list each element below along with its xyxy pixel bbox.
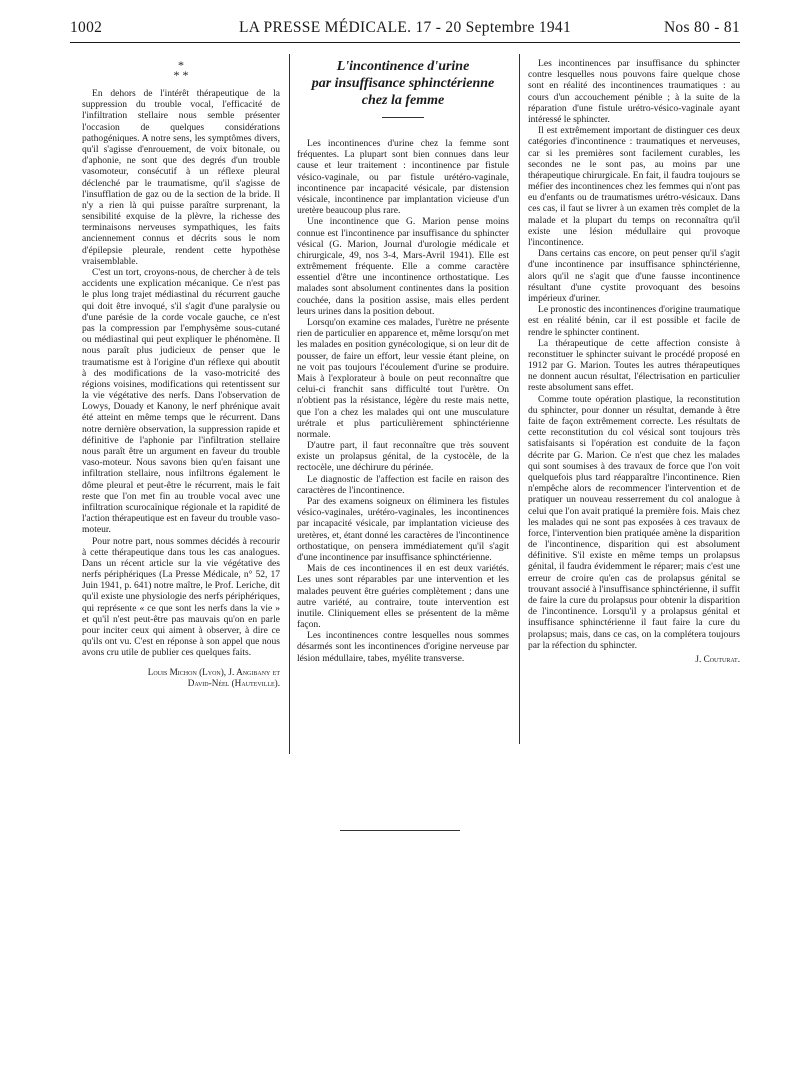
page-header (70, 16, 740, 43)
paragraph: Les incontinences contre lesquelles nous sommes désarmés sont les incontinences d'origine nerveuse par lésion médullaire, tabes, myélite transverse. (297, 630, 509, 664)
end-of-article-rule (340, 830, 460, 831)
paragraph: Pour notre part, nous sommes décidés à recourir à cette thérapeutique dans tous les cas analogues. Dans un récent article sur la vie végétative des nerfs périphériques (La Presse Médicale, n° 52, 17 Juin 1941, p. 641) notre maître, le Prof. Leriche, dit qu'il existe une physiologie des nerfs périphériques, qui représente « ce que sont les nerfs dans la vie » et qu'il n'est peut-être pas mauvais qu'on en parle pour inciter ceux qui aiment à observer, à dire ce qu'ils ont vu. C'est en réponse à son appel que nous avons cru utile de publier ces quelques faits. (82, 535, 280, 659)
title-line: chez la femme (361, 93, 445, 108)
paragraph: C'est un tort, croyons-nous, de chercher à de tels accidents une explication mécanique. Ce n'est pas le plus long trajet médiastinal du récurrent gauche qui doit être invoqué, s'il s'agit d'une paralysie ou d'une parésie de la corde vocale gauche, ce n'est pas la compression par l'emphysème sous-cutané ou médiastinal qui peut expliquer le phénomène. Il nous paraît plus judicieux de penser que le traumatisme est à l'origine d'un réflexe qui aboutit à des modifications de la vaso-motricité des régions voisines, modifications qui retentissent sur la vie végétative des nerfs. Dans l'observation de Lowys, Douady et Kanony, le nerf phrénique avait été atteint en même temps que le récurrent. Dans notre dernière observation, la suppression rapide et définitive de l'aphonie par l'infiltration stellaire nous paraît être un argument en faveur du trouble vaso-moteur. Nous savons bien qu'en faisant une infiltration stellaire, nous infiltrons également le dôme pleural et peut-être le récurrent, mais le fait reste que l'on met fin au trouble vocal avec une infiltration scurocaïnique régionale et la rapidité de l'action thérapeutique est en faveur du trouble vaso-moteur. (82, 267, 280, 536)
authors-signature (82, 667, 280, 689)
paragraph: Comme toute opération plastique, la reconstitution du sphincter, pour donner un résultat, demande à être faite de façon extrêmement correcte. Les résultats de cette reconstitution du col vésical sont toujours très satisfaisants si l'opération est conduite de la façon décrite par G. Marion. Ce n'est que chez les malades qui sont soumises à des travaux de force que l'on voit quelquefois plus tard réapparaître l'incontinence. Rien n'empêche alors de recommencer l'intervention et de pratiquer un nouveau resserrement du col analogue à celui que l'on avait pratiqué la première fois. Mais chez les malades qui ne sont pas exposées à ces travaux de force, l'intervention bien pratiquée amène la disparition de l'incontinence, disparition qui est absolument définitive. S'il existe en même temps un prolapsus génital, il faudra évidemment le réparer; mais c'est une erreur de croire qu'en cas de prolapsus génital se trouvant associé à l'insuffisance sphinctérienne, il suffit de faire la cure du prolapsus pour obtenir la disparition de l'incontinence. Lorsqu'il y a prolapsus génital et insuffisance sphinctérienne il faut faire la cure du prolapsus; mais, dans ce cas, on la complétera toujours par la réfection du sphincter. (528, 393, 740, 651)
title-line: L'incontinence d'urine (336, 59, 470, 74)
section-stars (82, 60, 280, 80)
issue-date: 17 - 20 Septembre 1941 (415, 19, 572, 36)
paragraph: Dans certains cas encore, on peut penser qu'il s'agit d'une incontinence par insuffisance sphinctérienne, alors qu'il ne s'agit que d'une fausse incontinence résultant d'une cystite provoquant des besoins impérieux d'uriner. (528, 248, 740, 304)
signature-line: David-Néel (Hauteville). (187, 677, 280, 688)
paragraph: Le diagnostic de l'affection est facile en raison des caractères de l'incontinence. (297, 473, 509, 496)
middle-column (297, 58, 509, 664)
right-column (528, 58, 740, 665)
column-divider-left (289, 54, 290, 754)
signature-line: Louis Michon (Lyon), J. Angibany et (147, 666, 280, 677)
journal-name: LA PRESSE MÉDICALE. (238, 19, 412, 36)
article-title (297, 58, 509, 109)
paragraph: Mais de ces incontinences il en est deux variétés. Les unes sont réparables par une intervention et les malades peuvent être guéries complètement ; dans une autre variété, au contraire, toute intervention est inutile. Cliniquement elles se présentent de la même façon. (297, 563, 509, 631)
page-number: 1002 (70, 19, 103, 36)
author-signature: J. Couturat. (695, 653, 740, 664)
paragraph: Le pronostic des incontinences d'origine traumatique est en réalité bénin, car il est possible et facile de rendre le sphincter continent. (528, 304, 740, 338)
issue-number: Nos 80 - 81 (663, 19, 740, 36)
paragraph: La thérapeutique de cette affection consiste à reconstituer le sphincter suivant le procédé proposé en 1912 par G. Marion. Toutes les autres thérapeutiques ne donnent aucun résultat, l'électrisation en particulier reste absolument sans effet. (528, 337, 740, 394)
star-bottom: * * (173, 68, 189, 82)
journal-title (70, 19, 740, 37)
paragraph: Une incontinence que G. Marion pense moins connue est l'incontinence par insuffisance du sphincter vésical (G. Marion, Journal d'urologie médicale et chirurgicale, 49, nos 3-4, Mars-Avril 1941). Elle est extrêmement fréquente. Elle a comme caractère essentiel d'être une incontinence orthostatique. Les malades sont absolument continentes dans la position couchée, dans la position assise, mais elles perdent leurs urines dans la position debout. (297, 216, 509, 317)
paragraph: En dehors de l'intérêt thérapeutique de la suppression du trouble vocal, l'efficacité de l'infiltration stellaire nous semble présenter l'occasion de quelques considérations pathogéniques. A notre sens, les symptômes divers, qu'il s'agisse d'enrouement, de voix bitonale, ou d'aphonie, ne sont que des degrés d'un trouble vasomoteur, consécutif à un réflexe pleural déclenché par le traumatisme, qu'il s'agisse de l'insufflation de gaz ou de la section de la bride. Il n'y a rien là qui puisse paraître surprenant, la sensibilité exquise de la plèvre, la richesse des terminaisons nerveuses sympathiques, les faits anciennement connus et décrits sous le nom d'épilepsie pleurale, rendent cette hypothèse vraisemblable. (82, 88, 280, 267)
paragraph: D'autre part, il faut reconnaître que très souvent existe un prolapsus génital, de la cystocèle, de la rectocèle, une déchirure du périnée. (297, 440, 509, 474)
title-line: par insuffisance sphinctérienne (311, 76, 495, 91)
left-column (82, 58, 280, 689)
paragraph: Les incontinences d'urine chez la femme sont fréquentes. La plupart sont bien connues dans leur cause et leur traitement : incontinence par fistule vésico-vaginale, ou par fistule urétéro-vaginale, incontinence par incapacité vésicale, par distension vésicale, incontinence par implantation vicieuse d'un uretère beaucoup plus rare. (297, 138, 509, 217)
star-top: * (178, 58, 184, 72)
title-rule (382, 117, 424, 118)
paragraph: Il est extrêmement important de distinguer ces deux catégories d'incontinence : traumatiques et nerveuses, car si les premières sont facilement curables, les secondes ne le sont pas, au moins par une thérapeutique chirurgicale. En fait, il faudra toujours se méfier des incontinences chez les femmes qui n'ont pas eu d'enfants ou de traumatismes urétro-vésicaux. Dans ces cas, il faut se livrer à un examen très complet de la malade et la plupart du temps on reconnaîtra qu'il existe une lésion médullaire qui provoque l'incontinence. (528, 125, 740, 248)
paragraph: Par des examens soigneux on éliminera les fistules vésico-vaginales, urétéro-vaginales, les incontinences par incapacité vésicale, par implantation vicieuse des uretères, et, étant donné les caractères de l'incontinence orthostatique, on pensera immédiatement qu'il s'agit d'une incontinence par insuffisance sphinctérienne. (297, 496, 509, 563)
paragraph: Les incontinences par insuffisance du sphincter contre lesquelles nous pouvons faire quelque chose sont en réalité des incontinences traumatiques : au cours d'un accouchement pénible ; à la suite de la réparation d'une fistule urétro-vésico-vaginale ayant intéressé le sphincter. (528, 58, 740, 125)
paragraph: Lorsqu'on examine ces malades, l'urètre ne présente rien de particulier en apparence et, même lorsqu'on met les malades en position gynécologique, si on leur dit de pousser, de faire un effort, leur vessie étant pleine, on ne voit pas toujours l'écoulement d'urine se produire. Mais à l'explorateur à boule on peut reconnaître que celui-ci franchit sans difficulté tout l'urètre. On n'obtient pas la résistance, légère du reste mais nette, que l'on a chez les malades qui ont une musculature urétrale et plus particulièrement sphinctérienne normale. (297, 317, 509, 440)
column-divider-right (519, 54, 520, 744)
